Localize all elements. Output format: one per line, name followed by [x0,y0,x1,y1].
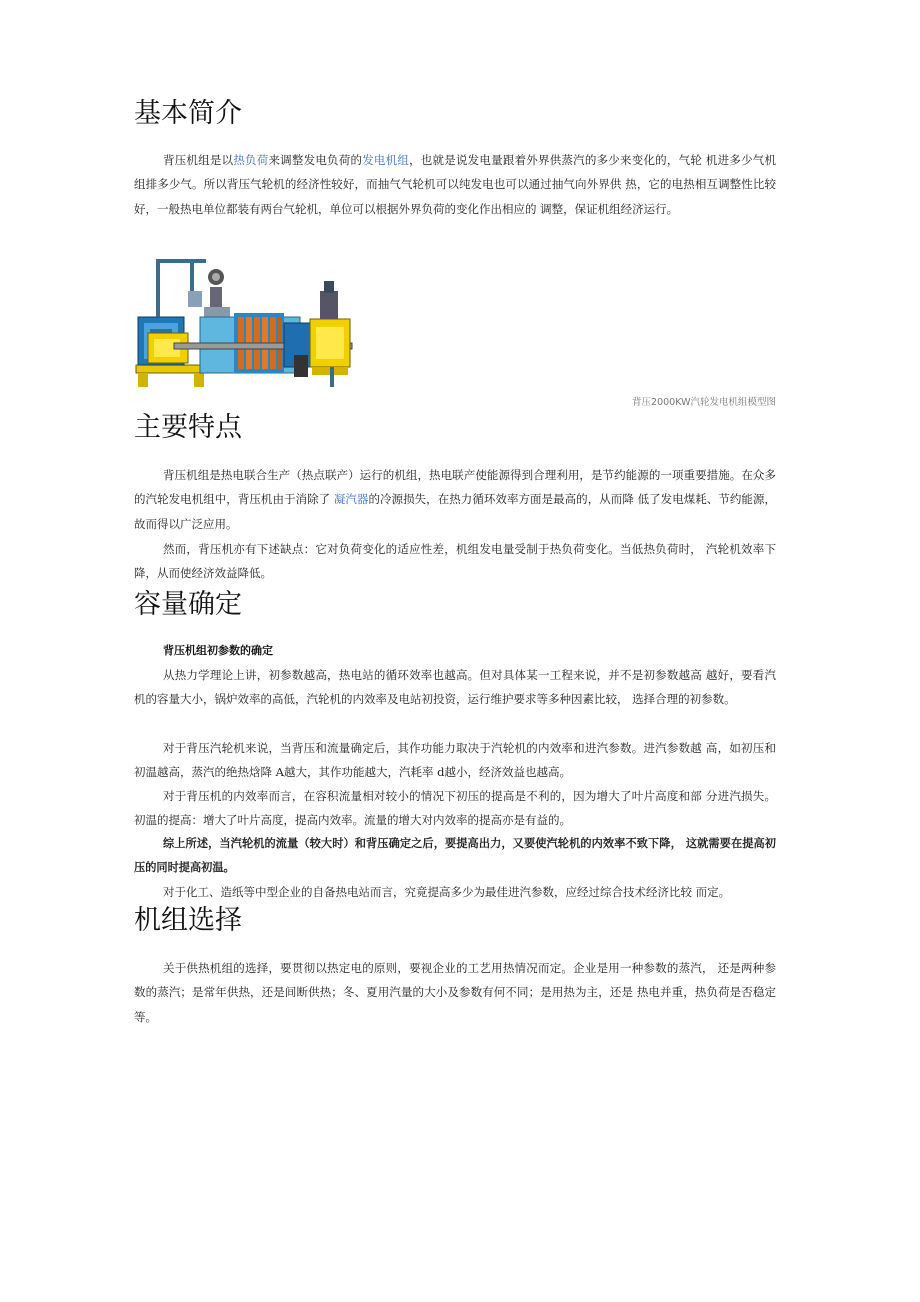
link-generator-set[interactable]: 发电机组 [362,153,410,167]
capacity-paragraph-1: 从热力学理论上讲，初参数越高，热电站的循环效率也越高。但对具体某一工程来说，并不是初参数越高 越好，要看汽机的容量大小，锅炉效率的高低，汽轮机的内效率及电站初投资，运行维护要求等多种因素比较， 选择合理的初参数。 [134,668,776,707]
section-title-features: 主要特点 [134,412,242,443]
features-paragraph-2: 然而，背压机亦有下述缺点：它对负荷变化的适应性差，机组发电量受制于热负荷变化。当低热负荷时， 汽轮机效率下降，从而使经济效益降低。 [134,542,776,581]
intro-paragraph [134,148,776,221]
section-title-selection: 机组选择 [134,905,242,936]
link-condenser[interactable]: 凝汽器 [333,492,369,507]
features-paragraph-1 [134,463,776,536]
intro-text-c: ，也就是说发电量跟着外界供蒸汽的多少来变化的，气轮 机进多少气机组排多少气。所以背压气轮机的经济性较好，而抽气气轮机可以纯发电也可以通过抽气向外界供 热，它的电热相互调整性比较好，一般热电单位都装有两台气轮机，单位可以根据外界负荷的变化作出相应的 调整，保证机组经济运行。 [134,153,777,216]
capacity-paragraph-5: 对于化工、造纸等中型企业的自备热电站而言，究竟提高多少为最佳进汽参数，应经过综合技术经济比较 而定。 [163,885,731,899]
capacity-paragraph-3: 对于背压机的内效率而言，在容积流量相对较小的情况下初压的提高是不利的，因为增大了叶片高度和部 分进汽损失。初温的提高：增大了叶片高度，提高内效率。流量的增大对内效率的提高亦是有益的。 [134,789,776,828]
turbine-model-image [134,247,360,395]
capacity-paragraph-2: 对于背压汽轮机来说，当背压和流量确定后，其作功能力取决于汽轮机的内效率和进汽参数。进汽参数越 高，如初压和初温越高，蒸汽的绝热焓降 A越大，其作功能越大，汽耗率 d越小，经济效益也越高。 [134,741,776,780]
section-title-capacity: 容量确定 [134,589,242,620]
capacity-paragraph-4: 综上所述，当汽轮机的流量（较大时）和背压确定之后，要提高出力，又要使汽轮机的内效率不致下降， 这就需要在提高初压的同时提高初温。 [134,837,776,875]
features-text-a: 背压机组是热电联合生产（热点联产）运行的机组，热电联产使能源得到合理利用，是节约能源的一项重要措施。在众多的汽轮发电机组中，背压机由于消除了 [134,468,776,507]
section-title-intro: 基本简介 [134,98,242,129]
figure-caption: 背压2000KW汽轮发电机组模型图 [632,397,776,408]
capacity-subtitle: 背压机组初参数的确定 [163,644,273,657]
intro-text-b: 来调整发电负荷的 [268,153,363,167]
selection-paragraph: 关于供热机组的选择，要贯彻以热定电的原则，要视企业的工艺用热情况而定。企业是用一种参数的蒸汽， 还是两种参数的蒸汽；是常年供热，还是间断供热；冬、夏用汽量的大小及参数有何不同；是用热为主，还是 热电并重，热负荷是否稳定等。 [134,961,776,1024]
link-heat-load[interactable]: 热负荷 [233,153,269,167]
features-text-b: 的冷源损失，在热力循环效率方面是最高的，从而降 低了发电煤耗、节约能源，故而得以广泛应用。 [134,492,777,531]
intro-text-a: 背压机组是以 [163,153,234,167]
